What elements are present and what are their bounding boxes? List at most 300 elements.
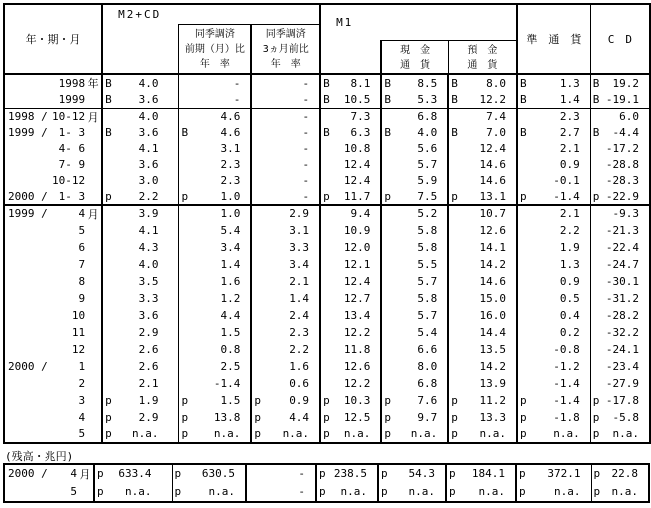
revision-flag: p <box>451 189 458 203</box>
cell-m2cd <box>102 426 179 443</box>
cell-m1 <box>320 125 381 141</box>
row-label-prefix: 2000 / <box>8 189 48 203</box>
row-label <box>4 157 102 173</box>
revision-flag: p <box>105 410 112 424</box>
table-row <box>4 375 650 392</box>
cell-value: 3.6 <box>138 92 159 106</box>
cell-value: 1.9 <box>559 240 580 254</box>
balance-table-body <box>4 464 649 502</box>
cell-value: -4.4 <box>612 126 639 139</box>
cell-value: 2.6 <box>138 342 159 356</box>
row-label-suffix: 月 <box>87 207 99 221</box>
cell-value: 16.0 <box>479 308 506 322</box>
cell-cd <box>590 125 650 141</box>
cell-value: 0.8 <box>220 342 241 356</box>
table-row <box>4 239 650 256</box>
cell-value: -17.2 <box>605 142 639 155</box>
cell-value: 9.7 <box>417 410 438 424</box>
cell-m1 <box>320 324 381 341</box>
cell-value: 12.4 <box>343 274 371 288</box>
cell-value: 5.8 <box>417 240 438 254</box>
cell-value: 12.4 <box>479 142 506 155</box>
cell-value: 22.8 <box>611 467 638 480</box>
cell-cd <box>590 375 650 392</box>
revision-flag: p <box>319 467 326 480</box>
cell-m2cd-3m <box>251 108 320 125</box>
revision-flag: p <box>181 393 189 407</box>
cell-value: n.a. <box>213 427 241 440</box>
cell-m2cd-qoq <box>179 375 251 392</box>
cell-value: 7.5 <box>417 189 438 203</box>
cell-m2cd-3m <box>251 392 320 409</box>
cell-m2cd-3m <box>251 141 320 157</box>
cell-cd <box>590 358 650 375</box>
cell-m2cd-qoq <box>179 74 251 91</box>
table-row <box>4 392 650 409</box>
cell-value: 1.4 <box>220 257 241 271</box>
cell-value: 12.4 <box>343 174 371 187</box>
cell-cash <box>381 324 448 341</box>
cell-value: n.a. <box>611 485 638 498</box>
table-row <box>4 426 650 443</box>
table-body <box>4 74 650 443</box>
revision-flag: p <box>519 485 526 498</box>
row-label-period: 2 <box>78 376 86 390</box>
revision-flag: p <box>97 467 104 480</box>
cell-value: 5.8 <box>417 291 438 305</box>
table-row <box>4 358 650 375</box>
cell-deposit <box>448 108 517 125</box>
cell-m2cd-qoq <box>179 256 251 273</box>
cell-value: 372.1 <box>547 467 581 480</box>
cell-m1 <box>320 256 381 273</box>
table-row <box>4 157 650 173</box>
header-line: 3ヵ月前比 <box>262 43 309 55</box>
cell-value: -30.1 <box>605 274 639 288</box>
cell-value: 10.5 <box>343 92 371 106</box>
row-label <box>4 205 102 222</box>
cell-m2cd <box>102 74 179 91</box>
cell-value: 8.0 <box>486 76 506 90</box>
table-row <box>4 141 650 157</box>
cell-m2cd-qoq <box>179 409 251 426</box>
row-label-period: 10-12 <box>52 174 86 187</box>
cell-m2cd-3m <box>251 91 320 108</box>
cell-value: 2.1 <box>289 274 310 288</box>
header-line: 同季調済 <box>194 28 235 40</box>
cell-value: 6.8 <box>417 110 438 123</box>
revision-flag: p <box>451 393 458 407</box>
cell-value: 238.5 <box>333 467 367 480</box>
cell-m2cd <box>102 256 179 273</box>
row-label <box>4 290 102 307</box>
cell-quasi <box>517 307 590 324</box>
cell-value: 4.1 <box>138 223 159 237</box>
revision-flag: p <box>323 393 330 407</box>
header-line: 年 率 <box>199 58 230 70</box>
cell-value: -9.3 <box>612 207 639 220</box>
cell-m2cd-qoq <box>179 125 251 141</box>
cell-cash <box>381 222 448 239</box>
cell-value: 4.6 <box>220 110 241 123</box>
cell-m1 <box>320 173 381 189</box>
cell-value: 11.2 <box>479 393 506 407</box>
header-cash-currency <box>381 40 448 74</box>
cell-cash <box>381 409 448 426</box>
revision-flag: p <box>174 467 182 480</box>
cell-m2cd-3m <box>251 324 320 341</box>
cell-value: 13.9 <box>479 376 506 390</box>
header-line: 年 率 <box>270 58 301 70</box>
table-row <box>4 341 650 358</box>
cell-value: -21.3 <box>605 223 639 237</box>
table-row <box>4 273 650 290</box>
cell-value: 5.5 <box>417 257 438 271</box>
cell-m2cd <box>102 222 179 239</box>
cell-deposit <box>448 307 517 324</box>
cell-m1 <box>320 157 381 173</box>
revision-flag: p <box>181 410 189 424</box>
cell-m1 <box>320 426 381 443</box>
cell-m2cd-qoq <box>179 324 251 341</box>
header-line: 同季調済 <box>265 28 306 40</box>
cell-value: 1.6 <box>289 359 310 373</box>
cell-quasi <box>517 290 590 307</box>
cell-deposit <box>448 273 517 290</box>
cell-value: -27.9 <box>605 376 639 390</box>
cell-value: - <box>298 485 305 498</box>
cell-cd <box>590 222 650 239</box>
cell-m2cd-3m <box>251 375 320 392</box>
cell-cash <box>381 256 448 273</box>
cell-value: 12.6 <box>479 223 506 237</box>
cell-cash <box>381 205 448 222</box>
revision-flag: p <box>323 410 330 424</box>
cell-value: 5.7 <box>417 308 438 322</box>
row-label-period: 9 <box>78 291 86 305</box>
cell-cd <box>590 341 650 358</box>
cell-quasi <box>517 157 590 173</box>
table-row <box>4 222 650 239</box>
cell-cd <box>590 239 650 256</box>
row-label <box>4 125 102 141</box>
cell-value: -23.4 <box>605 359 639 373</box>
cell-cd <box>590 141 650 157</box>
cell-m2cd-qoq <box>179 341 251 358</box>
cell-value: 2.7 <box>559 126 580 139</box>
cell-cash <box>381 426 448 443</box>
cell-value: 5.3 <box>417 92 438 106</box>
cell-value: - <box>302 76 310 90</box>
revision-flag: p <box>520 427 527 440</box>
cell-value: - <box>302 142 310 155</box>
cell-m2cd-3m <box>251 307 320 324</box>
cell-deposit <box>448 392 517 409</box>
cell-cash <box>381 173 448 189</box>
cell-value: 0.9 <box>289 393 310 407</box>
row-label-prefix: 1999 / <box>8 207 48 220</box>
header-deposit-currency <box>448 40 517 74</box>
cell-deposit <box>448 91 517 108</box>
revision-flag: B <box>105 92 112 106</box>
cell-value: 12.6 <box>343 359 371 373</box>
cell-m2cd-qoq <box>179 173 251 189</box>
row-label-period: 7- 9 <box>58 158 86 171</box>
row-label <box>4 141 102 157</box>
revision-flag: p <box>105 393 112 407</box>
revision-flag: p <box>381 467 388 480</box>
cell-m2cd-qoq <box>179 239 251 256</box>
cell-value: 5.6 <box>417 142 438 155</box>
cell-m2cd <box>102 375 179 392</box>
cell-value: 1.0 <box>220 207 241 220</box>
revision-flag: B <box>520 76 527 90</box>
cell-m2cd-qoq <box>179 358 251 375</box>
cell-value: 12.1 <box>343 257 371 271</box>
cell-m2cd-3m <box>251 173 320 189</box>
header-m2cd-3month-annualized <box>251 24 320 74</box>
row-label-period: 4- 6 <box>58 142 86 155</box>
cell-cash <box>381 273 448 290</box>
table-row <box>4 108 650 125</box>
cell-m2cd-qoq <box>179 189 251 205</box>
cell-value: 3.1 <box>289 223 310 237</box>
row-label-period: 5 <box>78 427 86 440</box>
cell-value: 5.7 <box>417 274 438 288</box>
cell-m2cd <box>102 290 179 307</box>
revision-flag: p <box>449 467 456 480</box>
balance-table <box>3 463 650 503</box>
cell-cd <box>590 205 650 222</box>
row-label-period: 8 <box>78 274 86 288</box>
cell-m2cd <box>102 108 179 125</box>
revision-flag: p <box>451 410 458 424</box>
cell-quasi <box>517 108 590 125</box>
cell-value: - <box>302 110 310 123</box>
cell-value: - <box>302 126 310 139</box>
cell-value: 14.6 <box>479 274 506 288</box>
row-label-period: 1- 3 <box>58 126 86 139</box>
cell-m2cd-qoq <box>179 307 251 324</box>
revision-flag: p <box>520 189 527 203</box>
cell-m2cd-3m <box>251 189 320 205</box>
cell-value: 4.0 <box>417 126 438 139</box>
revision-flag: p <box>174 485 182 498</box>
cell-value: 2.3 <box>220 174 241 187</box>
cell-value: 4.4 <box>289 410 310 424</box>
table-header <box>4 4 650 74</box>
cell-value: n.a. <box>131 427 159 440</box>
row-label <box>4 189 102 205</box>
cell-quasi <box>517 392 590 409</box>
cell-m1 <box>320 108 381 125</box>
cell-deposit <box>448 125 517 141</box>
cell-value: 3.3 <box>289 240 310 254</box>
cell-m1 <box>320 239 381 256</box>
cell-value: -0.8 <box>553 342 580 356</box>
cell-value: 4.0 <box>138 76 159 90</box>
cell-m2cd <box>102 358 179 375</box>
revision-flag: p <box>592 393 600 407</box>
revision-flag: p <box>254 393 261 407</box>
cell-m2cd-3m <box>251 290 320 307</box>
cell-m2cd-qoq <box>172 483 246 502</box>
cell-m2cd <box>102 91 179 108</box>
cell-m1 <box>320 141 381 157</box>
cell-value: 2.5 <box>220 359 241 373</box>
cell-value: 0.6 <box>289 376 310 390</box>
cell-m2cd <box>102 205 179 222</box>
cell-cash <box>381 91 448 108</box>
cell-quasi <box>516 483 591 502</box>
revision-flag: B <box>323 126 330 139</box>
cell-value: 1.4 <box>289 291 310 305</box>
revision-flag: p <box>520 393 527 407</box>
cell-m2cd <box>94 483 172 502</box>
cell-quasi <box>517 426 590 443</box>
revision-flag: B <box>520 126 527 139</box>
cell-value: n.a. <box>208 485 235 498</box>
row-label-prefix: 1998 / <box>8 110 48 123</box>
revision-flag: B <box>323 92 330 106</box>
cell-value: 7.0 <box>486 126 506 139</box>
cell-quasi <box>517 239 590 256</box>
cell-value: 1.6 <box>220 274 241 288</box>
cell-m1 <box>320 341 381 358</box>
cell-value: -5.8 <box>612 410 639 424</box>
cell-m2cd <box>102 141 179 157</box>
cell-value: -1.2 <box>553 359 580 373</box>
cell-deposit <box>448 74 517 91</box>
cell-value: 1.3 <box>559 76 580 90</box>
row-label-period: 6 <box>78 240 86 254</box>
revision-flag: B <box>384 126 392 139</box>
cell-cash <box>381 341 448 358</box>
cell-m2cd-qoq <box>179 426 251 443</box>
cell-quasi <box>517 91 590 108</box>
cell-cd <box>590 392 650 409</box>
cell-m1 <box>320 74 381 91</box>
revision-flag: B <box>451 76 458 90</box>
cell-value: -19.1 <box>605 92 639 106</box>
cell-deposit <box>448 324 517 341</box>
cell-m2cd <box>102 173 179 189</box>
cell-value: 1.5 <box>220 325 241 339</box>
cell-m2cd <box>102 273 179 290</box>
cell-value: 7.3 <box>350 110 371 123</box>
row-label <box>4 324 102 341</box>
cell-cd <box>590 307 650 324</box>
cell-m2cd-3m <box>251 157 320 173</box>
cell-quasi <box>517 358 590 375</box>
header-cd: C D <box>607 33 633 46</box>
cell-value: -17.8 <box>605 393 639 407</box>
cell-value: -24.1 <box>605 342 639 356</box>
cell-value: 14.4 <box>479 325 506 339</box>
cell-deposit <box>448 426 517 443</box>
cell-cd <box>590 91 650 108</box>
cell-m1 <box>320 222 381 239</box>
cell-m2cd <box>102 324 179 341</box>
cell-value: -32.2 <box>605 325 639 339</box>
cell-value: 6.8 <box>417 376 438 390</box>
cell-value: 4.0 <box>138 110 159 123</box>
cell-value: 8.1 <box>350 76 371 90</box>
revision-flag: p <box>319 485 326 498</box>
cell-m1 <box>320 392 381 409</box>
row-label <box>4 307 102 324</box>
row-label <box>4 256 102 273</box>
cell-cd <box>590 189 650 205</box>
cell-m2cd <box>102 125 179 141</box>
cell-m2cd-3m <box>251 358 320 375</box>
cell-m1 <box>320 307 381 324</box>
cell-value: 13.1 <box>479 189 506 203</box>
cell-value: 1.4 <box>559 92 580 106</box>
cell-value: 4.4 <box>220 308 241 322</box>
cell-value: -1.4 <box>213 376 241 390</box>
cell-value: n.a. <box>340 485 367 498</box>
cell-quasi <box>517 324 590 341</box>
cell-cd <box>590 173 650 189</box>
table-row <box>4 464 649 483</box>
cell-value: 4.0 <box>138 257 159 271</box>
revision-flag: B <box>592 76 600 90</box>
cell-value: n.a. <box>125 485 152 498</box>
cell-value: 13.4 <box>343 308 371 322</box>
cell-value: 3.9 <box>138 207 159 220</box>
cell-m2cd-3m <box>251 256 320 273</box>
cell-cd <box>591 464 649 483</box>
cell-value: n.a. <box>554 485 581 498</box>
cell-value: 184.1 <box>471 467 505 480</box>
table-row <box>4 173 650 189</box>
cell-value: -22.9 <box>605 189 639 203</box>
cell-m2cd-qoq <box>179 141 251 157</box>
header-m1-spacer <box>320 40 381 74</box>
cell-m2cd <box>94 464 172 483</box>
cell-m2cd <box>102 341 179 358</box>
cell-cd <box>590 409 650 426</box>
cell-deposit <box>448 173 517 189</box>
cell-deposit <box>448 157 517 173</box>
cell-m2cd-qoq <box>179 392 251 409</box>
revision-flag: p <box>593 467 601 480</box>
cell-value: 12.2 <box>479 92 506 106</box>
cell-value: - <box>233 76 241 90</box>
cell-value: 7.6 <box>417 393 438 407</box>
cell-value: 2.9 <box>289 207 310 220</box>
revision-flag: p <box>105 427 112 440</box>
cell-deposit <box>448 358 517 375</box>
revision-flag: B <box>520 92 527 106</box>
cell-value: 633.4 <box>118 467 152 480</box>
cell-m2cd-3m <box>246 464 316 483</box>
row-label-period: 1 <box>78 359 86 373</box>
cell-quasi <box>517 341 590 358</box>
revision-flag: p <box>254 427 261 440</box>
cell-cash <box>381 307 448 324</box>
cell-value: 12.0 <box>343 240 371 254</box>
cell-m1 <box>316 464 378 483</box>
row-label <box>4 409 102 426</box>
cell-value: - <box>302 158 310 171</box>
cell-value: 6.3 <box>350 126 371 139</box>
cell-value: 8.0 <box>417 359 438 373</box>
row-label <box>4 375 102 392</box>
cell-value: 3.6 <box>138 126 159 139</box>
cell-deposit <box>448 375 517 392</box>
